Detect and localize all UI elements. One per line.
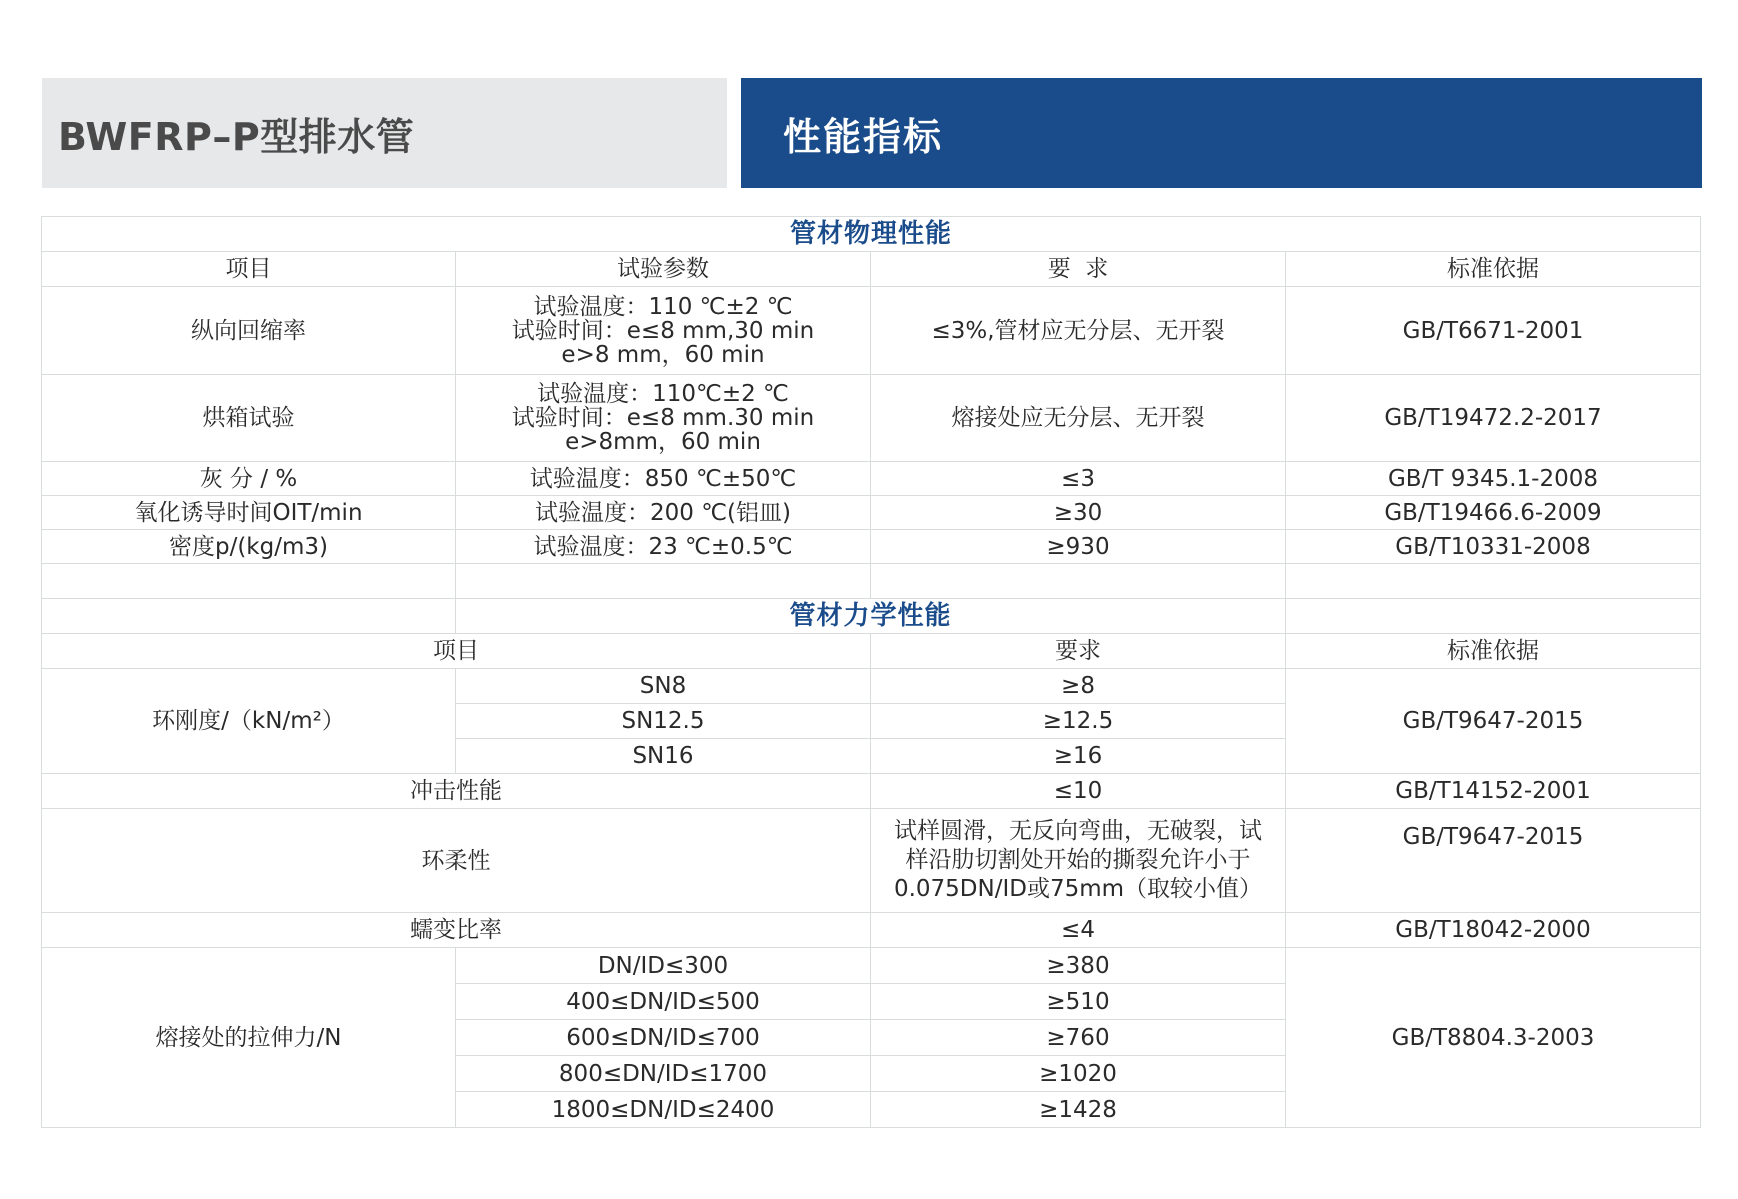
row-requirement: 熔接处应无分层、无开裂	[871, 375, 1286, 462]
requirement-cell: ≥1428	[871, 1092, 1286, 1128]
table-row	[42, 530, 1701, 564]
ring-stiffness-item: 环刚度/（kN/m²）	[42, 669, 456, 774]
requirement-line: 样沿肋切割处开始的撕裂允许小于	[905, 847, 1251, 873]
flexibility-requirement	[871, 809, 1286, 913]
creep-item: 蠕变比率	[42, 913, 871, 948]
performance-table	[41, 216, 1701, 1128]
requirement-line: 0.075DN/ID或75mm（取较小值）	[893, 876, 1263, 902]
impact-requirement: ≤10	[871, 774, 1286, 809]
range-cell: 600≤DN/ID≤700	[456, 1020, 871, 1056]
param-line: 试验温度：110℃±2 ℃	[537, 381, 789, 407]
requirement-line: 试样圆滑，无反向弯曲，无破裂，试	[894, 818, 1262, 844]
row-item: 氧化诱导时间OIT/min	[42, 496, 456, 530]
range-cell: 400≤DN/ID≤500	[456, 984, 871, 1020]
requirement-cell: ≥8	[871, 669, 1286, 704]
requirement-cell: ≥16	[871, 739, 1286, 774]
row-item: 灰 分 / %	[42, 462, 456, 496]
creep-requirement: ≤4	[871, 913, 1286, 948]
row-item: 烘箱试验	[42, 375, 456, 462]
impact-item: 冲击性能	[42, 774, 871, 809]
mechanical-column-headers	[42, 634, 1701, 669]
table-row	[42, 375, 1701, 462]
mechanical-section-title: 管材力学性能	[456, 599, 1286, 634]
column-header-standard: 标准依据	[1286, 634, 1701, 669]
row-requirement: ≥930	[871, 530, 1286, 564]
table-row	[42, 809, 1701, 913]
section-title: 性能指标	[783, 114, 944, 159]
row-standard: GB/T 9345.1-2008	[1286, 462, 1701, 496]
ring-stiffness-standard: GB/T9647-2015	[1286, 669, 1701, 774]
section-title-banner	[741, 78, 1702, 188]
physical-section-title: 管材物理性能	[42, 217, 1701, 252]
column-header-item: 项目	[42, 634, 871, 669]
row-requirement: ≤3	[871, 462, 1286, 496]
range-cell: 800≤DN/ID≤1700	[456, 1056, 871, 1092]
row-params: 试验温度：23 ℃±0.5℃	[456, 530, 871, 564]
product-title: BWFRP–P型排水管	[58, 114, 415, 159]
physical-column-headers	[42, 252, 1701, 287]
row-item: 密度p/(kg/m3)	[42, 530, 456, 564]
row-params	[456, 375, 871, 462]
table-row	[42, 948, 1701, 984]
requirement-cell: ≥760	[871, 1020, 1286, 1056]
row-requirement: ≥30	[871, 496, 1286, 530]
column-header-item: 项目	[42, 252, 456, 287]
requirement-cell: ≥1020	[871, 1056, 1286, 1092]
spacer-row	[42, 564, 1701, 599]
range-cell: 1800≤DN/ID≤2400	[456, 1092, 871, 1128]
row-params: 试验温度：200 ℃(铝皿)	[456, 496, 871, 530]
row-standard: GB/T19472.2-2017	[1286, 375, 1701, 462]
column-header-requirement: 要 求	[871, 252, 1286, 287]
tensile-standard: GB/T8804.3-2003	[1286, 948, 1701, 1128]
param-line: e>8 mm，60 min	[561, 341, 765, 368]
table-row	[42, 496, 1701, 530]
row-standard: GB/T19466.6-2009	[1286, 496, 1701, 530]
row-standard: GB/T10331-2008	[1286, 530, 1701, 564]
product-title-banner	[42, 78, 727, 188]
creep-standard: GB/T18042-2000	[1286, 913, 1701, 948]
param-line: e>8mm，60 min	[565, 429, 761, 455]
requirement-cell: ≥510	[871, 984, 1286, 1020]
requirement-cell: ≥12.5	[871, 704, 1286, 739]
grade-cell: SN16	[456, 739, 871, 774]
table-row	[42, 669, 1701, 704]
table-row	[42, 287, 1701, 375]
param-line: 试验温度：110 ℃±2 ℃	[533, 293, 793, 320]
grade-cell: SN12.5	[456, 704, 871, 739]
param-line: 试验时间：e≤8 mm.30 min	[511, 405, 815, 431]
column-header-params: 试验参数	[456, 252, 871, 287]
column-header-standard: 标准依据	[1286, 252, 1701, 287]
table-row	[42, 462, 1701, 496]
table-row	[42, 774, 1701, 809]
param-line: 试验时间：e≤8 mm,30 min	[511, 317, 815, 344]
row-params: 试验温度：850 ℃±50℃	[456, 462, 871, 496]
grade-cell: SN8	[456, 669, 871, 704]
row-params	[456, 287, 871, 375]
row-standard: GB/T6671-2001	[1286, 287, 1701, 375]
requirement-cell: ≥380	[871, 948, 1286, 984]
mechanical-section-header	[42, 599, 1701, 634]
impact-standard: GB/T14152-2001	[1286, 774, 1701, 809]
range-cell: DN/ID≤300	[456, 948, 871, 984]
tensile-item: 熔接处的拉伸力/N	[42, 948, 456, 1128]
row-item: 纵向回缩率	[42, 287, 456, 375]
flexibility-standard: GB/T9647-2015	[1286, 809, 1701, 913]
table-row	[42, 913, 1701, 948]
column-header-requirement: 要求	[871, 634, 1286, 669]
row-requirement: ≤3%,管材应无分层、无开裂	[871, 287, 1286, 375]
physical-section-header	[42, 217, 1701, 252]
flexibility-item: 环柔性	[42, 809, 871, 913]
